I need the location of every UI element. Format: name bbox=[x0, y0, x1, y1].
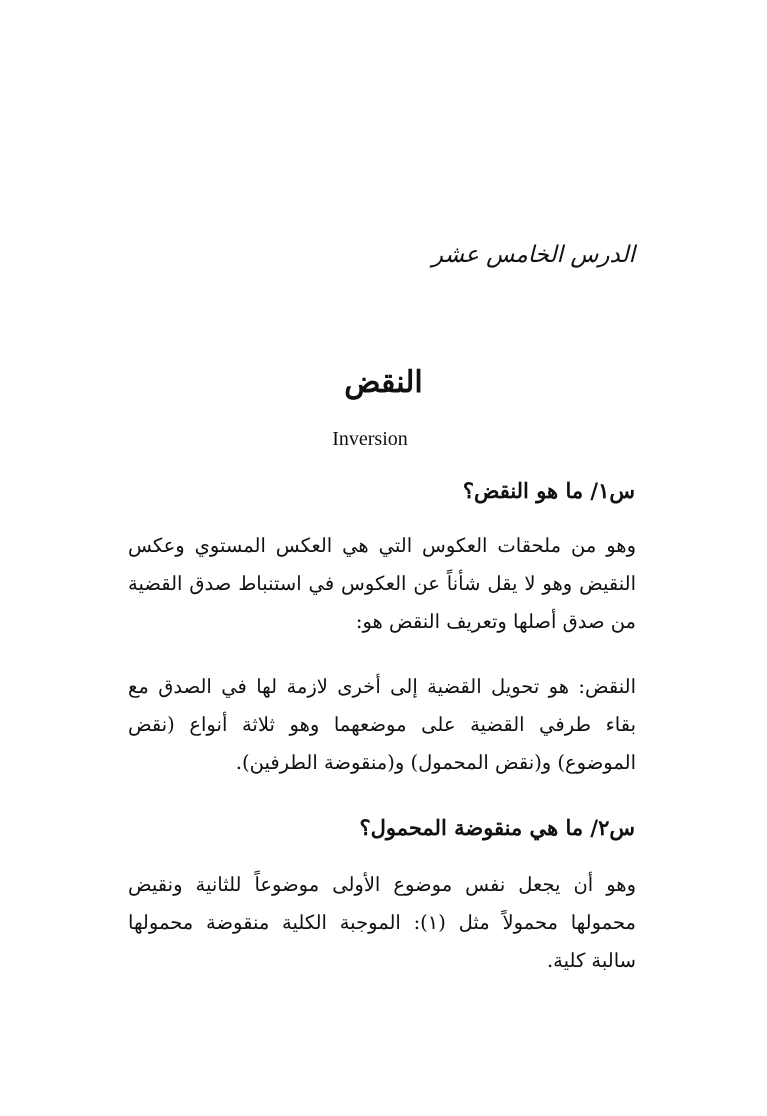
chapter-title: النقض bbox=[344, 365, 423, 400]
question-heading: س١/ ما هو النقض؟ bbox=[462, 478, 635, 503]
chapter-subtitle: Inversion bbox=[332, 428, 408, 450]
lesson-label: الدرس الخامس عشر bbox=[431, 242, 635, 268]
paragraph: وهو من ملحقات العكوس التي هي العكس المستوي وعكس النقيض وهو لا يقل شأناً عن العكوس في استنباط صدق القضية من صدق أصلها وتعريف النقض هو: bbox=[128, 534, 636, 633]
paragraph: وهو أن يجعل نفس موضوع الأولى موضوعاً للثانية ونقيض محمولها محمولاً مثل (١): الموجبة الكلية منقوضة محمولها سالبة كلية. bbox=[128, 873, 636, 972]
paragraph: النقض: هو تحويل القضية إلى أخرى لازمة لها في الصدق مع بقاء طرفي القضية على موضعهما وهو ثلاثة أنواع (نقض الموضوع) و(نقض المحمول) و(منقوضة الطرفين). bbox=[128, 675, 636, 774]
question-heading: س٢/ ما هي منقوضة المحمول؟ bbox=[359, 815, 635, 840]
